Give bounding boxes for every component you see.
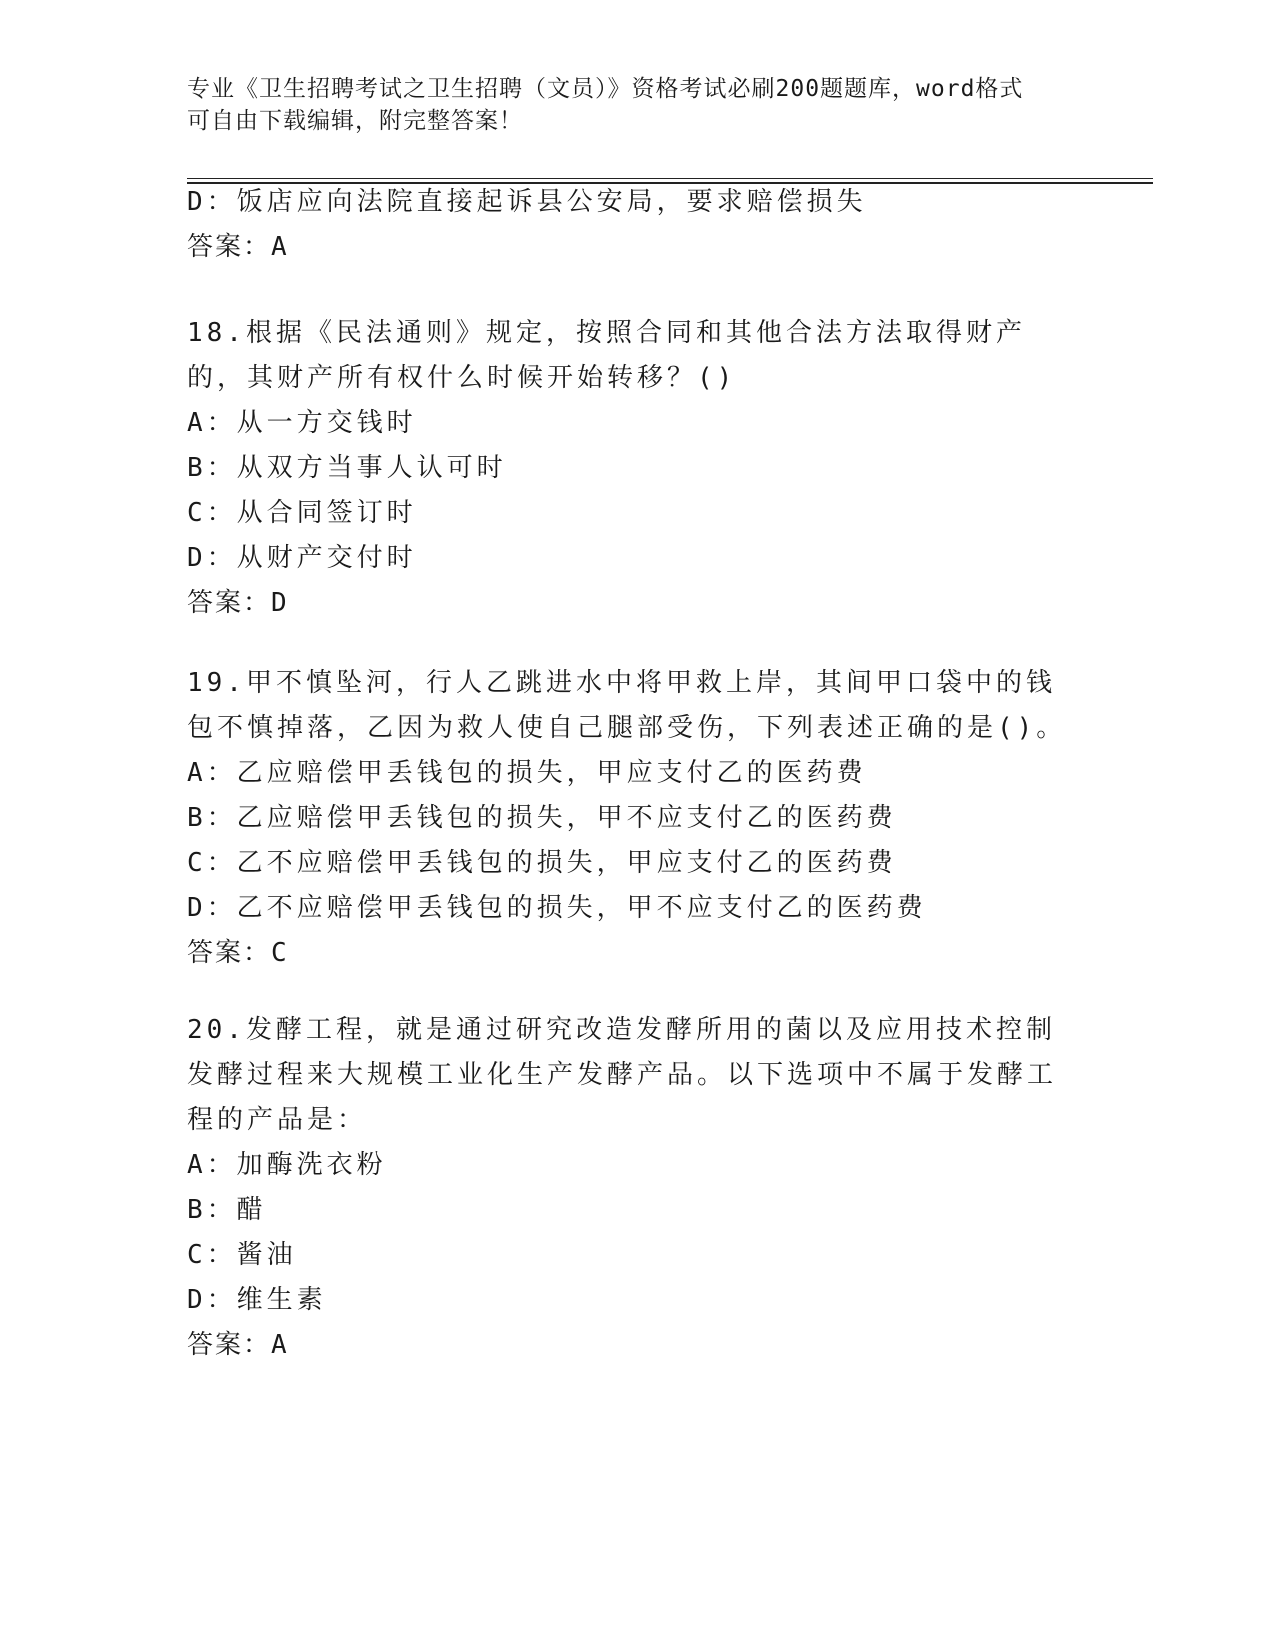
option-b: B：从双方当事人认可时: [187, 453, 507, 483]
question-body: 发酵工程，就是通过研究改造发酵所用的菌以及应用技术控制发酵过程来大规模工业化生产发酵产品。以下选项中不属于发酵工程的产品是：: [187, 1015, 1058, 1135]
answer-label: 答案：: [187, 588, 272, 618]
question-number: 19.: [187, 668, 246, 698]
option-b: B：醋: [187, 1195, 267, 1225]
option-d: D：维生素: [187, 1285, 327, 1315]
answer-value: D: [271, 588, 289, 618]
option-b: B：乙应赔偿甲丢钱包的损失，甲不应支付乙的医药费: [187, 803, 897, 833]
option-d: D：饭店应向法院直接起诉县公安局，要求赔偿损失: [187, 187, 867, 217]
question-text: [187, 311, 1077, 401]
question-body: 根据《民法通则》规定，按照合同和其他合法方法取得财产的，其财产所有权什么时候开始转移？(): [187, 318, 1026, 393]
answer-line: [187, 581, 1087, 626]
option-d: D：乙不应赔偿甲丢钱包的损失，甲不应支付乙的医药费: [187, 893, 927, 923]
option-d: D：从财产交付时: [187, 543, 417, 573]
question-18: [187, 311, 1087, 626]
option-c: C：从合同签订时: [187, 498, 417, 528]
carryover-block: [187, 180, 1087, 270]
question-19: [187, 661, 1087, 976]
answer-line: [187, 225, 1087, 270]
answer-label: 答案：: [187, 1330, 272, 1360]
answer-value: C: [271, 938, 289, 968]
answer-line: [187, 931, 1087, 976]
option-a: A：加酶洗衣粉: [187, 1150, 387, 1180]
question-number: 20.: [187, 1015, 246, 1045]
question-body: 甲不慎坠河，行人乙跳进水中将甲救上岸，其间甲口袋中的钱包不慎掉落，乙因为救人使自己腿部受伤，下列表述正确的是()。: [187, 668, 1067, 743]
question-20: [187, 1008, 1087, 1368]
question-text: [187, 661, 1077, 751]
answer-label: 答案：: [187, 938, 272, 968]
option-a: A：从一方交钱时: [187, 408, 417, 438]
answer-value: A: [271, 232, 289, 262]
question-number: 18.: [187, 318, 246, 348]
answer-value: A: [271, 1330, 289, 1360]
answer-label: 答案：: [187, 232, 272, 262]
document-header: [187, 73, 1067, 137]
header-line-1: 专业《卫生招聘考试之卫生招聘（文员）》资格考试必刷200题题库，word格式: [187, 76, 1024, 102]
question-text: [187, 1008, 1077, 1143]
option-c: C：乙不应赔偿甲丢钱包的损失，甲应支付乙的医药费: [187, 848, 897, 878]
option-c: C：酱油: [187, 1240, 297, 1270]
header-divider-thin: [187, 178, 1153, 179]
header-line-2: 可自由下载编辑，附完整答案！: [187, 108, 523, 134]
option-a: A：乙应赔偿甲丢钱包的损失，甲应支付乙的医药费: [187, 758, 867, 788]
answer-line: [187, 1323, 1087, 1368]
